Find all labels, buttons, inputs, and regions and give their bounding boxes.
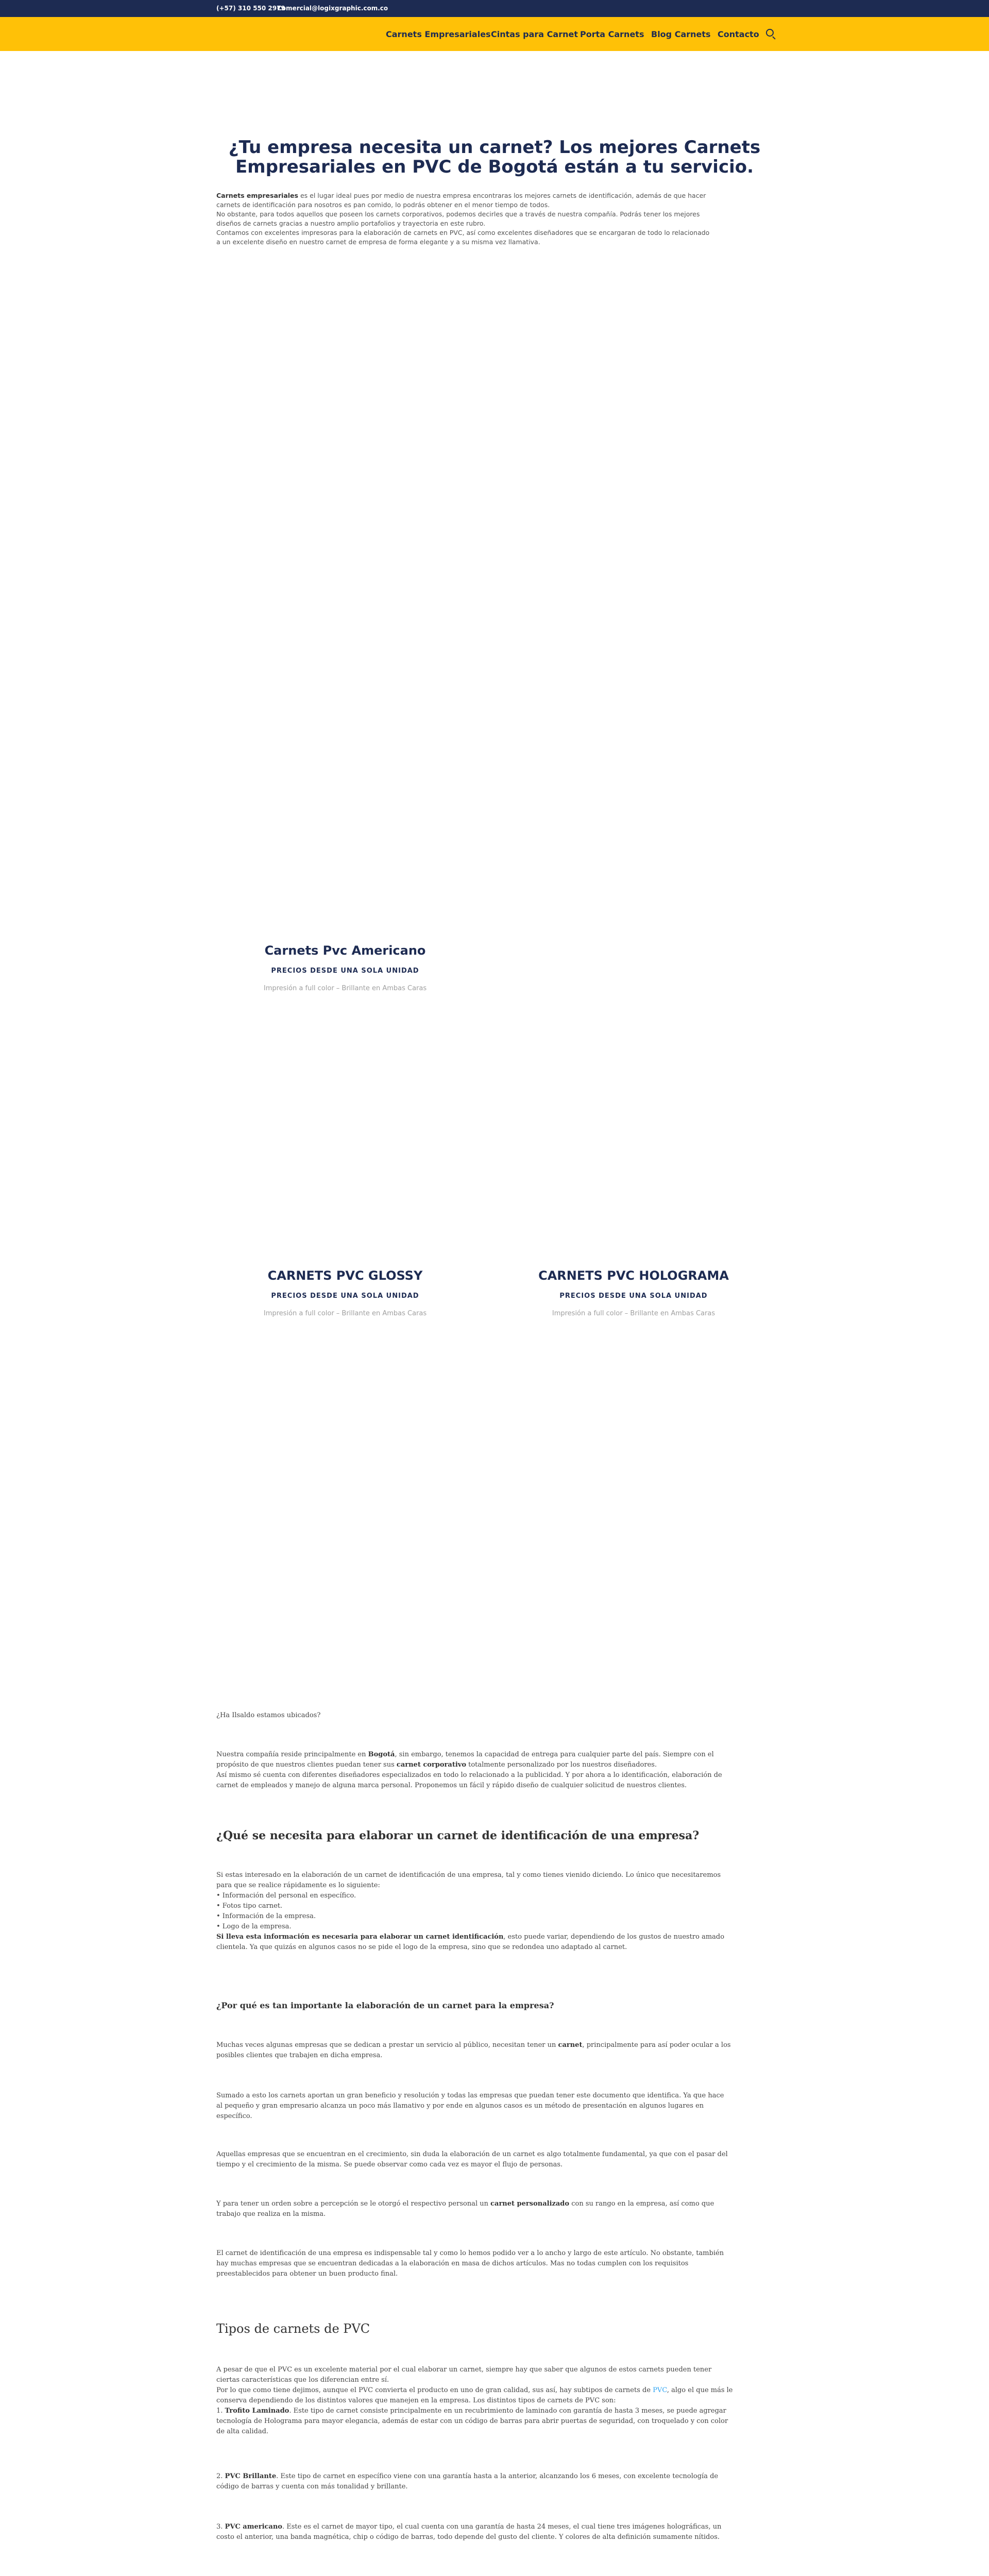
hero-title-line-2: Empresariales en PVC de Bogotá están a tu servicio. [235,157,754,177]
hero-title [216,138,773,177]
article-importance-paragraph-5: El carnet de identificación de una empresa es indispensable tal y como lo hemos podido ver a lo ancho y largo de este artículo. No obstante, también hay muchas empresas que se encuentran dedicadas a la elaboración en masa de dichos artículos. Mas no todas cumplen con los requisitos preestablecidos para obtener un buen producto final. [216,2249,724,2278]
top-bar [0,0,989,17]
product-price: PRECIOS DESDE UNA SOLA UNIDAD [271,1292,419,1300]
nav-item-carnets-empresariales[interactable]: Carnets Empresariales [386,29,491,39]
article-importance-paragraph-1: Muchas veces algunas empresas que se dedican a prestar un servicio al público, necesitan tener un carnet, principalmente para así poder ocular a los posibles clientes que trabajen en dicha empresa. [216,2041,731,2059]
nav-item-contacto[interactable]: Contacto [718,29,759,39]
product-title[interactable]: Carnets Pvc Americano [264,943,426,958]
nav-item-cintas-para-carnet[interactable]: Cintas para Carnet [491,29,578,39]
article-location-question: ¿Ha Ilsaldo estamos ubicados? [216,1711,321,1719]
intro-line-2: carnets de identificación para nosotros es pan comido, lo podrás obtener en el menor tiempo de todos. [216,201,550,209]
search-icon[interactable] [766,29,774,37]
intro-line-1: es el lugar ideal pues por medio de nuestra empresa encontraras los mejores carnets de identificación, además de que hacer [298,192,706,199]
product-price: PRECIOS DESDE UNA SOLA UNIDAD [271,967,419,975]
intro-line-4: diseños de carnets gracias a nuestro amplio portafolios y trayectoria en este rubro. [216,219,486,227]
nav-item-porta-carnets[interactable]: Porta Carnets [580,29,644,39]
article-heading-importance: ¿Por qué es tan importante la elaboración de un carnet para la empresa? [216,2001,554,2010]
intro-line-3: No obstante, para todos aquellos que poseen los carnets corporativos, podemos decirles que a través de nuestra compañía. Podrás tener los mejores [216,210,700,218]
topbar-email[interactable]: Comercial@logixgraphic.com.co [277,5,388,12]
hero-title-line-1: ¿Tu empresa necesita un carnet? Los mejores Carnets [228,137,761,158]
requirement-item: • Información de la empresa. [216,1912,316,1920]
product-description: Impresión a full color – Brillante en Ambas Caras [263,1310,427,1317]
pvc-link[interactable]: PVC [653,2386,667,2394]
article-requirements-paragraph: Si estas interesado en la elaboración de un carnet de identificación de una empresa, tal y como tienes vienido diciendo. Lo único que necesitaremos para que se realice rápidamente es lo siguiente: • Información del personal en específico. • Fotos tipo carnet. • Información de la empresa. • Logo de la empresa. Si lleva esta información es necesaria para elaborar un carnet identificación, esto puede variar, dependiendo de los gustos de nuestro amado clientela. Ya que quizás en algunos casos no se pide el logo de la empresa, sino que se redondea uno adaptado al carnet. [216,1870,773,1953]
requirement-item: • Fotos tipo carnet. [216,1902,283,1910]
product-title[interactable]: CARNETS PVC HOLOGRAMA [538,1268,729,1283]
article-bogota-paragraph: Nuestra compañía reside principalmente en Bogotá, sin embargo, tenemos la capacidad de entrega para cualquier parte del país. Siempre con el propósito de que nuestros clientes puedan tener sus carnet corporativo totalmente personalizado por los nuestros diseñadores. Así mismo sé cuenta con diferentes diseñadores especializados en todo lo relacionado a la publicidad. Y por ahora a lo identificación, elaboración de carnet de empleados y manejo de alguna marca personal. Proponemos un fácil y rápido diseño de cualquier solicitud de nuestros clientes. [216,1751,722,1789]
article-heading-requirements: ¿Qué se necesita para elaborar un carnet de identificación de una empresa? [216,1829,700,1842]
product-card-holograma[interactable] [494,1268,773,1318]
topbar-phone[interactable]: (+57) 310 550 2979 [216,5,285,12]
article-importance-paragraph-3: Aquellas empresas que se encuentran en el crecimiento, sin duda la elaboración de un carnet es algo totalmente fundamental, ya que con el pasar del tiempo y el crecimiento de la misma. Se puede observar como cada vez es mayor el flujo de personas. [216,2150,728,2168]
product-price: PRECIOS DESDE UNA SOLA UNIDAD [559,1292,708,1300]
article-heading-types: Tipos de carnets de PVC [216,2321,370,2336]
intro-paragraph [216,191,773,247]
intro-line-5: Contamos con excelentes impresoras para la elaboración de carnets en PVC, así como excelentes diseñadores que se encargaran de todo lo relacionado [216,229,710,236]
product-card-glossy[interactable] [206,1268,484,1318]
intro-bold-lead: Carnets empresariales [216,192,298,199]
intro-line-6: a un excelente diseño en nuestro carnet de empresa de forma elegante y a su misma vez llamativa. [216,238,540,246]
article-type-2-paragraph: 2. PVC Brillante. Este tipo de carnet en específico viene con una garantía hasta a la anterior, alcanzando los 6 meses, con excelente tecnología de código de barras y cuenta con más tonalidad y brillante. [216,2472,719,2490]
article-importance-paragraph-2: Sumado a esto los carnets aportan un gran beneficio y resolución y todas las empresas que puedan tener este documento que identifica. Ya que hace al pequeño y gran empresario alcanza un poco más llamativo y por ende en algunos casos es un método de presentación en algunos lugares en específico. [216,2092,724,2120]
article-type-3-paragraph: 3. PVC americano. Este es el carnet de mayor tipo, el cual cuenta con una garantía de hasta 24 meses, el cual tiene tres imágenes holográficas, un costo el anterior, una banda magnética, chip o código de barras, todo depende del gusto del cliente. Y colores de alta definición sumamente nítidos. [216,2523,722,2541]
product-description: Impresión a full color – Brillante en Ambas Caras [552,1310,715,1317]
main-header [0,17,989,51]
nav-item-blog-carnets[interactable]: Blog Carnets [651,29,711,39]
requirement-item: • Logo de la empresa. [216,1923,292,1930]
article-types-paragraph: A pesar de que el PVC es un excelente material por el cual elaborar un carnet, siempre hay que saber que algunos de estos carnets pueden tener ciertas características que los diferencian entre sí. Por lo que como tiene dejimos, aunque el PVC convierta el producto en uno de gran calidad, sus así, hay subtipos de carnets de PVC, algo el que más le conserva dependiendo de los distintos valores que manejen en la empresa. Los distintos tipos de carnets de PVC son: 1. Trofito Laminado. Este tipo de carnet consiste principalmente en un recubrimiento de laminado con garantía de hasta 3 meses, se puede agregar tecnología de Holograma para mayor elegancia, además de estar con un código de barras para abrir puertas de seguridad, con troquelado y con color de alta calidad. [216,2366,733,2435]
product-description: Impresión a full color – Brillante en Ambas Caras [263,985,427,992]
product-title[interactable]: CARNETS PVC GLOSSY [267,1268,423,1283]
product-card-americano[interactable] [206,943,484,993]
article-importance-paragraph-4: Y para tener un orden sobre a percepción se le otorgó el respectivo personal un carnet personalizado con su rango en la empresa, así como que trabajo que realiza en la misma. [216,2200,714,2218]
requirement-item: • Información del personal en específico. [216,1892,356,1900]
